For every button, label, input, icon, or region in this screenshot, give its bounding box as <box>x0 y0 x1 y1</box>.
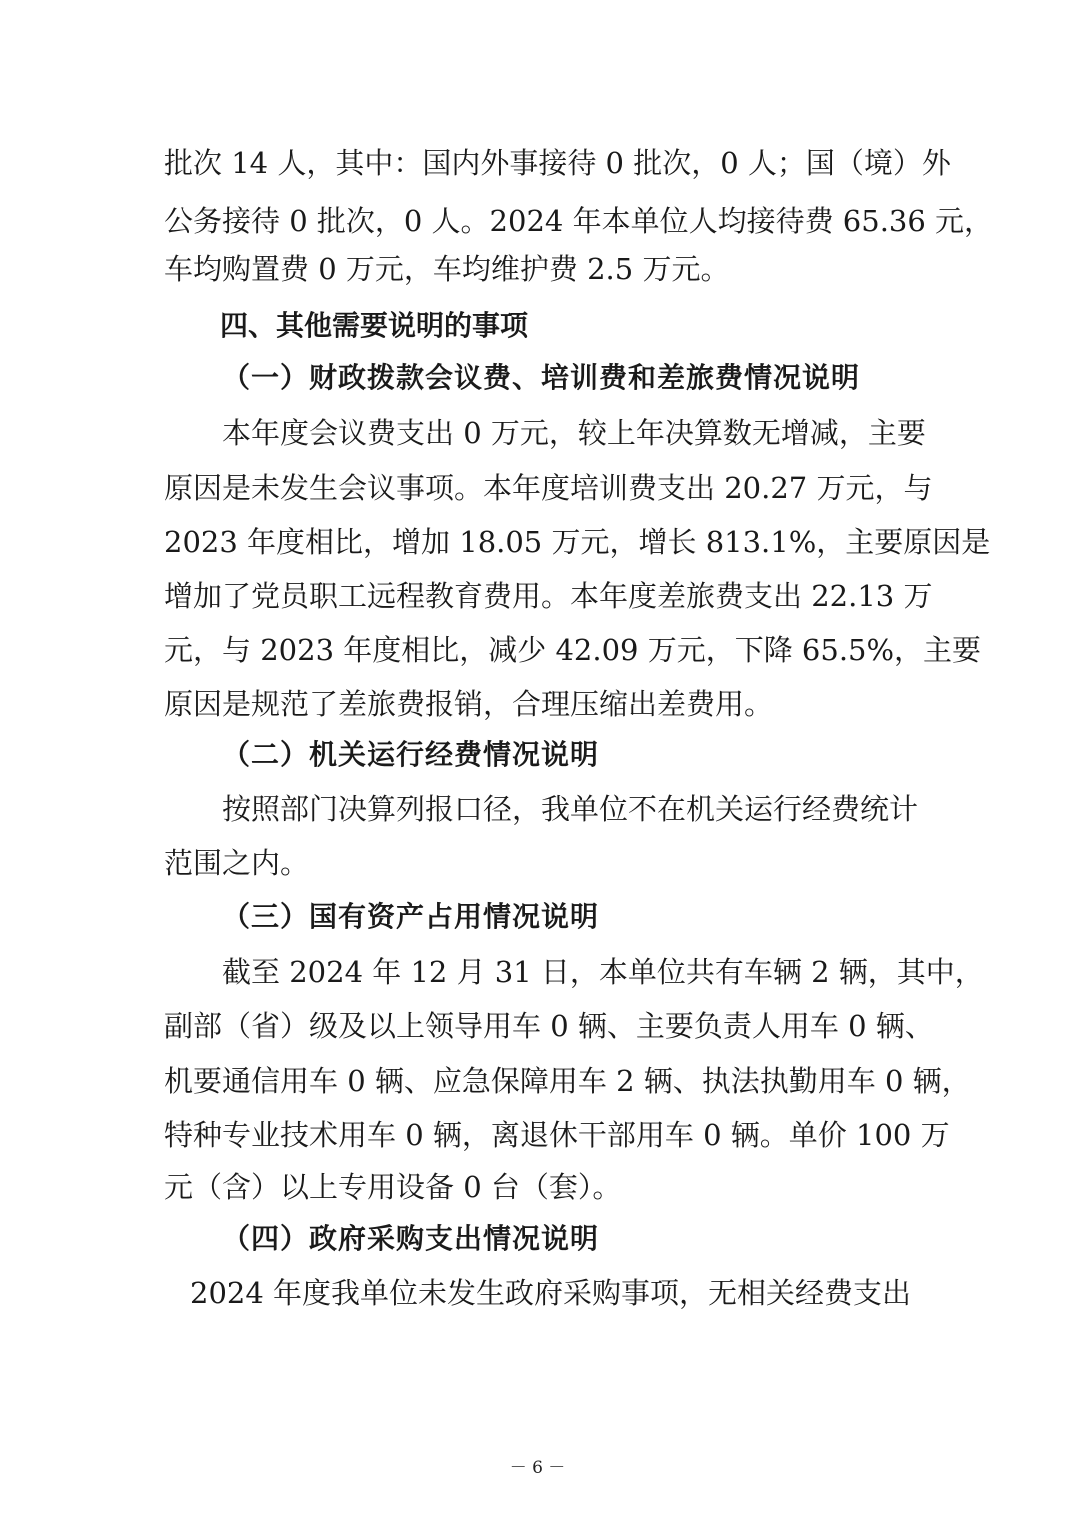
paragraph-line: 范围之内。 <box>164 846 310 880</box>
subsection-heading: （三）国有资产占用情况说明 <box>222 900 600 933</box>
paragraph-line: 元（含）以上专用设备 0 台（套）。 <box>164 1170 622 1204</box>
paragraph-line: 原因是未发生会议事项。本年度培训费支出 20.27 万元，与 <box>164 471 933 505</box>
subsection-heading: （一）财政拨款会议费、培训费和差旅费情况说明 <box>222 361 861 394</box>
paragraph-line: 机要通信用车 0 辆、应急保障用车 2 辆、执法执勤用车 0 辆， <box>164 1064 971 1098</box>
subsection-heading: （四）政府采购支出情况说明 <box>222 1222 600 1255</box>
paragraph-line: 原因是规范了差旅费报销，合理压缩出差费用。 <box>164 687 774 721</box>
paragraph-line: 元，与 2023 年度相比，减少 42.09 万元，下降 65.5%，主要 <box>164 633 982 667</box>
section-heading: 四、其他需要说明的事项 <box>220 309 529 342</box>
page-number: － 6 － <box>509 1458 566 1478</box>
paragraph-line: 按照部门决算列报口径，我单位不在机关运行经费统计 <box>222 792 919 826</box>
paragraph-line: 公务接待 0 批次，0 人。2024 年本单位人均接待费 65.36 元， <box>164 204 994 238</box>
paragraph-line: 车均购置费 0 万元，车均维护费 2.5 万元。 <box>164 252 730 286</box>
subsection-heading: （二）机关运行经费情况说明 <box>222 738 600 771</box>
paragraph-line: 特种专业技术用车 0 辆，离退休干部用车 0 辆。单价 100 万 <box>164 1118 950 1152</box>
paragraph-line: 批次 14 人，其中：国内外事接待 0 批次，0 人；国（境）外 <box>164 146 951 180</box>
paragraph-line: 2023 年度相比，增加 18.05 万元，增长 813.1%，主要原因是 <box>164 525 991 559</box>
paragraph-line: 副部（省）级及以上领导用车 0 辆、主要负责人用车 0 辆、 <box>164 1009 934 1043</box>
paragraph-line: 增加了党员职工远程教育费用。本年度差旅费支出 22.13 万 <box>164 579 933 613</box>
paragraph-line: 2024 年度我单位未发生政府采购事项，无相关经费支出 <box>190 1276 912 1310</box>
paragraph-line: 截至 2024 年 12 月 31 日，本单位共有车辆 2 辆，其中， <box>222 955 984 989</box>
paragraph-line: 本年度会议费支出 0 万元，较上年决算数无增减，主要 <box>222 416 926 450</box>
